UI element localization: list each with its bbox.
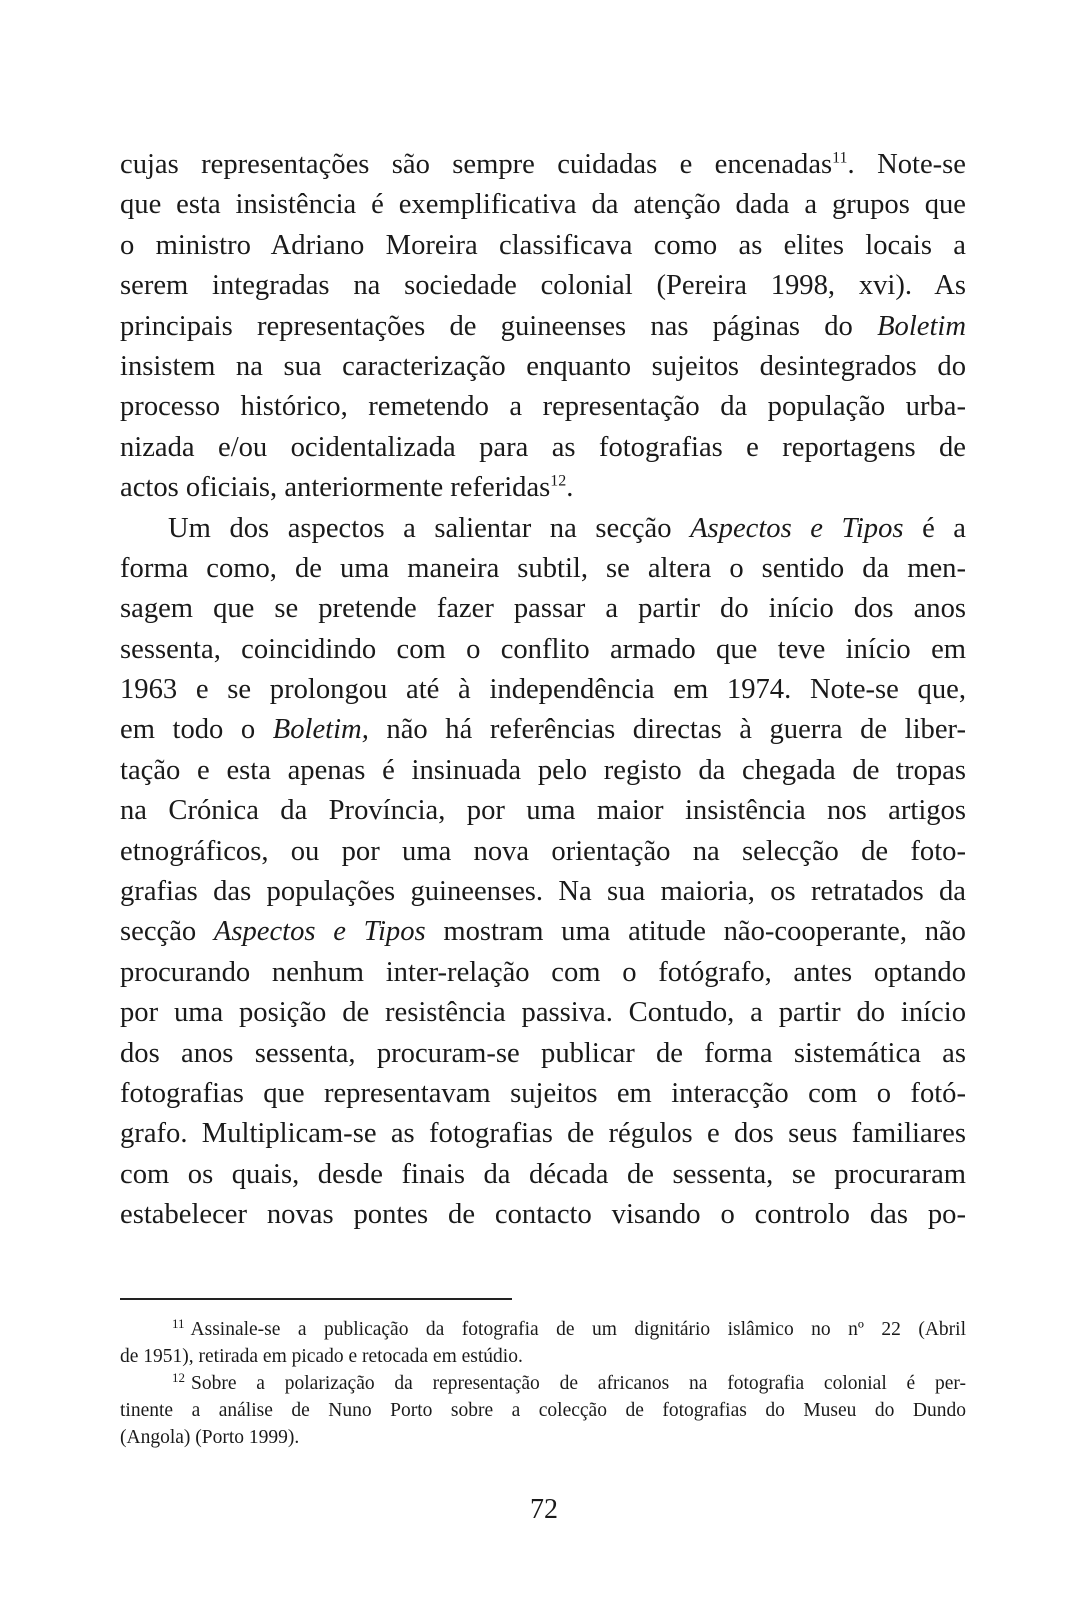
italic-title: Boletim xyxy=(877,310,966,342)
text-line: etnográficos, ou por uma nova orientação na selecção de foto- xyxy=(120,835,966,867)
footnote-line: tinente a análise de Nuno Porto sobre a colecção de fotografias do Museu do Dundo xyxy=(120,1400,966,1421)
text-line: em todo o Boletim, não há referências directas à guerra de liber- xyxy=(120,714,966,746)
text-line: na Crónica da Província, por uma maior insistência nos artigos xyxy=(120,795,966,827)
footnote-ref: 11 xyxy=(832,149,848,167)
text-line: fotografias que representavam sujeitos em interacção com o fotó- xyxy=(120,1077,966,1109)
page-number: 72 xyxy=(530,1494,558,1525)
text-line: principais representações de guineenses nas páginas do Boletim xyxy=(120,310,966,342)
text-line: grafo. Multiplicam-se as fotografias de régulos e dos seus familiares xyxy=(120,1118,966,1150)
text-line: nizada e/ou ocidentalizada para as fotografias e reportagens de xyxy=(120,431,966,463)
text-line: actos oficiais, anteriormente referidas$^{12}$. xyxy=(120,472,574,504)
text-line: que esta insistência é exemplificativa da atenção dada a grupos que xyxy=(120,189,966,221)
text-line: cujas representações são sempre cuidadas e encenadas$^{11}$. Note-se xyxy=(120,149,966,180)
text-line: grafias das populações guineenses. Na sua maioria, os retratados da xyxy=(120,876,966,908)
text-line: insistem na sua caracterização enquanto sujeitos desintegrados do xyxy=(120,350,966,382)
text-line: dos anos sessenta, procuram-se publicar de forma sistemática as xyxy=(120,1037,966,1069)
text-line: procurando nenhum inter-relação com o fotógrafo, antes optando xyxy=(120,956,966,988)
text-line: forma como, de uma maneira subtil, se altera o sentido da men- xyxy=(120,552,966,584)
text-line: secção Aspectos e Tipos mostram uma atitude não-cooperante, não xyxy=(120,916,966,948)
text-line: serem integradas na sociedade colonial (Pereira 1998, xvi). As xyxy=(120,270,966,302)
text-line: o ministro Adriano Moreira classificava como as elites locais a xyxy=(120,229,966,261)
text-line: estabelecer novas pontes de contacto visando o controlo das po- xyxy=(120,1199,966,1231)
footnote-number: 12 xyxy=(172,1369,185,1385)
text-line: sagem que se pretende fazer passar a partir do início dos anos xyxy=(120,593,966,625)
footnote-number: 11 xyxy=(172,1315,185,1331)
text-line: sessenta, coincidindo com o conflito armado que teve início em xyxy=(120,633,966,665)
footnotes xyxy=(120,1316,966,1451)
text-line: processo histórico, remetendo a representação da população urba- xyxy=(120,391,966,423)
text-line: 1963 e se prolongou até à independência em 1974. Note-se que, xyxy=(120,674,966,706)
text-line: por uma posição de resistência passiva. Contudo, a partir do início xyxy=(120,997,966,1029)
footnote-line: (Angola) (Porto 1999). xyxy=(120,1427,300,1448)
footnote-ref: 12 xyxy=(550,472,567,490)
italic-title: Boletim, xyxy=(272,714,369,746)
italic-title: Aspectos e Tipos xyxy=(213,916,426,948)
text-line: com os quais, desde finais da década de sessenta, se procuraram xyxy=(120,1158,966,1190)
text-line: Um dos aspectos a salientar na secção Aspectos e Tipos é a xyxy=(168,512,967,544)
footnote-line: de 1951), retirada em picado e retocada em estúdio. xyxy=(120,1346,523,1367)
main-text xyxy=(120,145,966,1236)
footnote-line: $^{11}$ Assinale-se a publicação da fotografia de um dignitário islâmico no nº 22 (Abril xyxy=(172,1315,966,1340)
text-line: tação e esta apenas é insinuada pelo registo da chegada de tropas xyxy=(120,754,966,786)
footnote-line: $^{12}$ Sobre a polarização da representação de africanos na fotografia colonial é per- xyxy=(172,1369,966,1394)
italic-title: Aspectos e Tipos xyxy=(690,512,904,544)
footnote-separator xyxy=(120,1298,512,1300)
